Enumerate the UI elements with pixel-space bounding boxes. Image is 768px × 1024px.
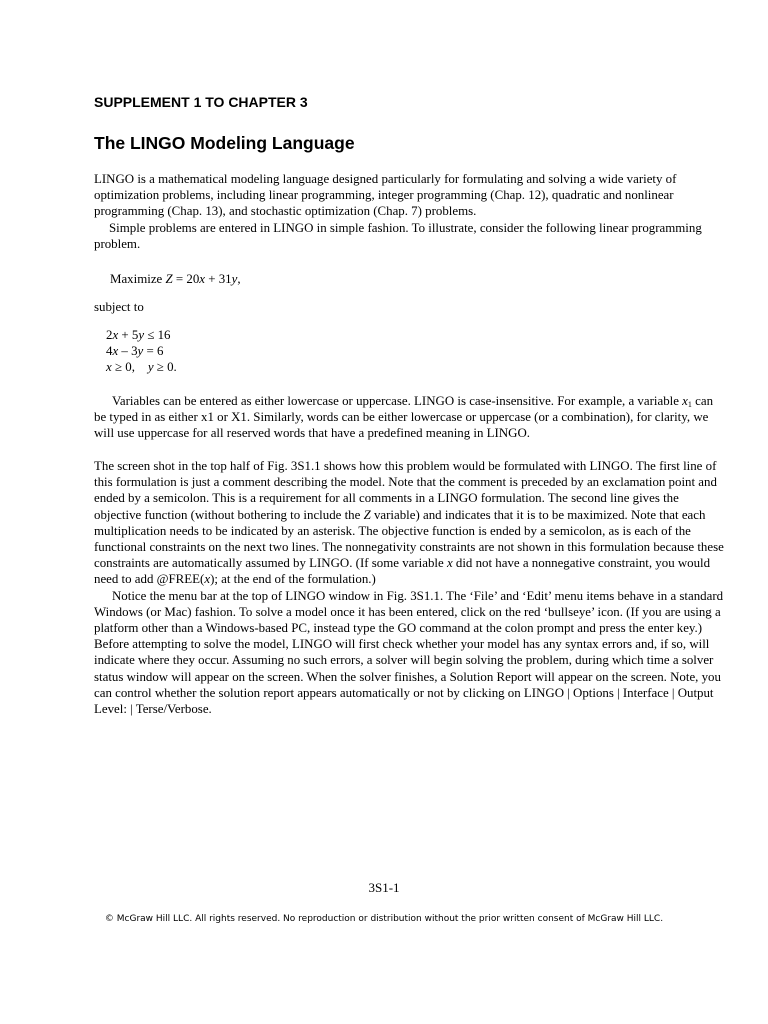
objective-eq: = 20 bbox=[172, 272, 200, 286]
var-x: x bbox=[199, 272, 205, 286]
var-y: y bbox=[231, 272, 238, 286]
var-z: Z bbox=[165, 272, 173, 286]
body-section bbox=[94, 458, 724, 717]
objective-prefix: Maximize bbox=[110, 272, 166, 286]
constraint-3: x ≥ 0, y ≥ 0. bbox=[106, 360, 177, 375]
intro-paragraph-1: LINGO is a mathematical modeling language designed particularly for formulating and solving a wide variety of optimization problems, including linear programming, integer programming (Chap. 12), quadratic and nonlinear programming (Chap. 13), and stochastic optimization (Chap. 7) problems. bbox=[94, 172, 677, 219]
objective-end: , bbox=[237, 272, 241, 286]
page-title: The LINGO Modeling Language bbox=[94, 133, 355, 153]
intro-section bbox=[94, 171, 724, 252]
intro-paragraph-2 bbox=[94, 220, 724, 252]
page-number: 3S1-1 bbox=[368, 880, 400, 895]
supplement-heading: SUPPLEMENT 1 TO CHAPTER 3 bbox=[94, 94, 308, 110]
variables-paragraph: Variables can be entered as either lowercase or uppercase. LINGO is case-insensitive. For example, a variable $x_1$ can be typed in as either x1 or X1. Similarly, words can be either lowercase or uppercase (or a combination), for clarity, we will use uppercase for all reserved words that have a predefined meaning in LINGO. bbox=[94, 394, 714, 441]
subject-to: subject to bbox=[94, 300, 144, 314]
intro-paragraph-2-text: Simple problems are entered in LINGO in simple fashion. To illustrate, consider the following linear programming problem. bbox=[94, 220, 702, 251]
constraint-2: 4x – 3y = 6 bbox=[106, 344, 164, 359]
objective-plus: + 31 bbox=[205, 272, 232, 286]
constraint-1: 2x + 5y ≤ 16 bbox=[106, 328, 171, 342]
constraints bbox=[106, 327, 177, 376]
menu-bar-paragraph: Notice the menu bar at the top of LINGO window in Fig. 3S1.1. The ‘File’ and ‘Edit’ menu items behave in a standard Windows (or Mac) fashion. To solve a model once it has been entered, click on the red ‘bullseye’ icon. (If you are using a platform other than a Windows-based PC, instead type the GO command at the colon prompt and press the enter key.) Before attempting to solve the model, LINGO will first check whether your model has any syntax errors and, if so, will indicate where they occur. Assuming no such errors, a solver will begin solving the problem, during which time a solver status window will appear on the screen. When the solver finishes, a Solution Report will appear on the screen. Note, you can control whether the solution report appears automatically or not by clicking on LINGO | Options | Interface | Output Level: | Terse/Verbose. bbox=[94, 588, 724, 717]
objective-function bbox=[110, 271, 241, 287]
copyright-footer: © McGraw Hill LLC. All rights reserved. No reproduction or distribution without the prior written consent of McGraw Hill LLC. bbox=[104, 914, 664, 924]
screenshot-paragraph: The screen shot in the top half of Fig. 3S1.1 shows how this problem would be formulated with LINGO. The first line of this formulation is just a comment describing the model. Note that the comment is preceded by an exclamation point and ended by a semicolon. This is a requirement for all comments in a LINGO formulation. The second line gives the objective function (without bothering to include the Z variable) and indicates that it is to be maximized. Note that each multiplication needs to be indicated by an asterisk. The objective function is ended by a semicolon, as is each of the functional constraints on the next two lines. The nonnegativity constraints are not shown in this formulation because these constraints are automatically assumed by LINGO. (If some variable x did not have a nonnegative constraint, you would need to add @FREE(x); at the end of the formulation.) bbox=[94, 459, 724, 587]
